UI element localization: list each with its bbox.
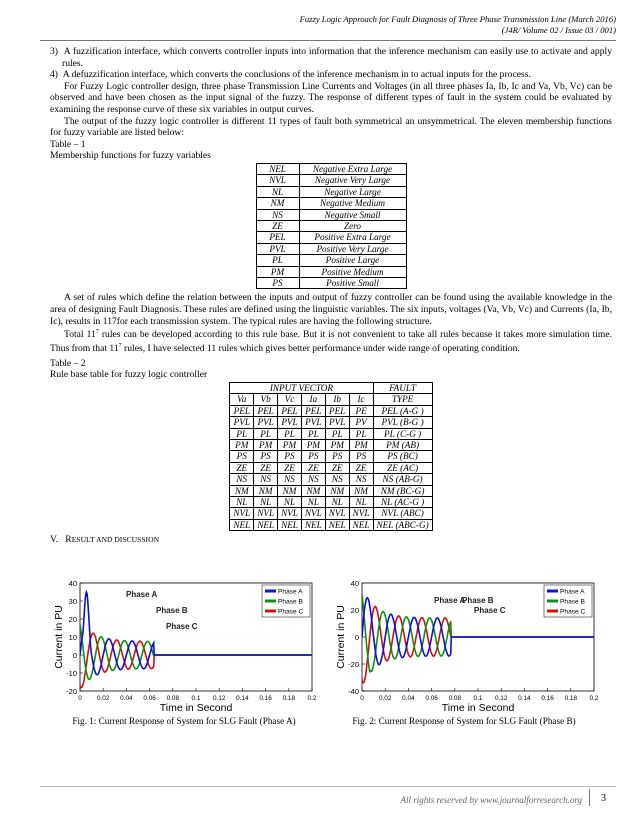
section-heading: V. RESULT AND DISCUSSION <box>50 534 160 546</box>
table2-cell: PEL <box>325 405 349 416</box>
list-item-3: 3) A fuzzification interface, which converts controller inputs into information that the inference mechanism can easily use to activate and apply rules. <box>50 46 612 69</box>
table-row <box>230 417 432 428</box>
membership-desc: Negative Medium <box>299 198 406 209</box>
table2-cell: PL <box>301 428 325 439</box>
table2-column-header: Vc <box>278 394 302 405</box>
table2-cell: NVL <box>325 508 349 519</box>
table2-cell: NEL <box>325 519 349 530</box>
table2-cell: PEL (A-G ) <box>373 405 432 416</box>
y-tick-label: 0 <box>72 651 77 660</box>
table-row <box>230 519 432 530</box>
x-tick-label: 0 <box>78 695 82 702</box>
table2-column-header: TYPE <box>373 394 432 405</box>
membership-desc: Positive Extra Large <box>299 232 406 243</box>
table2-group-output: FAULT <box>373 382 432 393</box>
membership-code: ZE <box>256 220 299 231</box>
table2-cell: PM <box>230 439 254 450</box>
table2-cell: NEL <box>230 519 254 530</box>
table2-cell: PEL <box>301 405 325 416</box>
x-tick-label: 0.14 <box>518 695 531 702</box>
table-row <box>230 451 432 462</box>
membership-code: NS <box>256 209 299 220</box>
table-row <box>230 497 432 508</box>
x-tick-label: 0.06 <box>143 695 156 702</box>
table2-cell: PM <box>278 439 302 450</box>
table2-cell: NM <box>349 485 373 496</box>
table2-cell: NS <box>278 474 302 485</box>
table2-cell: PS <box>325 451 349 462</box>
table2-cell: PM <box>254 439 278 450</box>
paragraph-rules: A set of rules which define the relation between the inputs and output of fuzzy controller can be found using the available knowledge in the area of designing Fault Diagnosis. These rules are defined using the linguistic variables. The six inputs, voltages (Va, Vb, Vc) and Currents (Ia, Ib, Ic), results in 117for each transmission system. The typical rules are having the following structure. <box>50 292 612 327</box>
table-row <box>230 462 432 473</box>
membership-code: PEL <box>256 232 299 243</box>
fig2-caption: Fig. 2: Current Response of System for SLG Fault (Phase B) <box>352 716 576 726</box>
table2-cell: NVL <box>230 508 254 519</box>
membership-code: NL <box>256 186 299 197</box>
membership-desc: Zero <box>299 220 406 231</box>
table-row <box>256 220 406 231</box>
table-row <box>230 508 432 519</box>
table2-cell: PM <box>301 439 325 450</box>
table-row <box>230 405 432 416</box>
table2-cell: NL <box>254 497 278 508</box>
table-row <box>230 428 432 439</box>
table2-cell: NS <box>325 474 349 485</box>
membership-desc: Positive Medium <box>299 266 406 277</box>
page-number: 3 <box>601 793 606 804</box>
y-axis-label: Current in PU <box>335 605 347 669</box>
table2-cell: PVL <box>325 417 349 428</box>
table2-cell: NL <box>325 497 349 508</box>
x-tick-label: 0.16 <box>259 695 272 702</box>
annotation-label: Phase A <box>126 590 158 599</box>
x-tick-label: 0.18 <box>564 695 578 702</box>
x-tick-label: 0.02 <box>378 695 392 702</box>
x-tick-label: 0.04 <box>402 695 415 702</box>
table2-cell: ZE <box>325 462 349 473</box>
x-tick-label: 0.16 <box>541 695 554 702</box>
footer-rights: All rights reserved by www.journalforresearch.org <box>400 795 582 805</box>
table1-caption: Membership functions for fuzzy variables <box>50 150 211 162</box>
table2-group-input: INPUT VECTOR <box>230 382 373 393</box>
table2-cell: PS <box>349 451 373 462</box>
y-axis-label: Current in PU <box>53 605 65 669</box>
footer-divider <box>589 789 590 806</box>
legend-entry: Phase B <box>278 598 303 606</box>
table2-cell: NVL <box>349 508 373 519</box>
membership-code: PS <box>256 278 299 289</box>
table2-cell: NL (AC-G ) <box>373 497 432 508</box>
figures <box>52 577 612 737</box>
table2-cell: NL <box>278 497 302 508</box>
table2-cell: ZE <box>301 462 325 473</box>
table2-cell: NS <box>254 474 278 485</box>
table2-cell: PS <box>278 451 302 462</box>
table2-cell: NS (AB-G) <box>373 474 432 485</box>
y-tick-label: 20 <box>350 606 359 615</box>
membership-desc: Positive Very Large <box>299 243 406 254</box>
membership-desc: Negative Very Large <box>299 175 406 186</box>
table2-cell: NS <box>230 474 254 485</box>
table2-column-header: Ia <box>301 394 325 405</box>
table-row <box>256 266 406 277</box>
table2-cell: NM (BC-G) <box>373 485 432 496</box>
x-tick-label: 0.08 <box>448 695 462 702</box>
table2-cell: PVL <box>230 417 254 428</box>
membership-code: NM <box>256 198 299 209</box>
table2-cell: NL <box>349 497 373 508</box>
paragraph-total-rules: Total $11^7$ rules can be developed according to this rule base. But it is not convenient to take all rules because it takes more simulation time. Thus from that $11^7$ rules, I have selected 11 rules which gives better performance under wide range of operating condition. <box>50 329 612 355</box>
annotation-label: Phase C <box>166 622 198 631</box>
table2-cell: NL <box>230 497 254 508</box>
main-content <box>50 46 612 546</box>
table2-cell: NVL (ABC) <box>373 508 432 519</box>
rule-base-table <box>229 382 432 531</box>
table2-cell: NM <box>301 485 325 496</box>
table2-cell: ZE (AC) <box>373 462 432 473</box>
table-row <box>256 175 406 186</box>
table2-label: Table – 2 <box>50 357 86 369</box>
fig2-chart <box>334 577 602 720</box>
x-tick-label: 0.18 <box>282 695 296 702</box>
table2-cell: PM (AB) <box>373 439 432 450</box>
y-tick-label: 40 <box>350 579 359 588</box>
table2-cell: PL <box>230 428 254 439</box>
table2-cell: NM <box>230 485 254 496</box>
x-tick-label: 0.1 <box>191 695 201 702</box>
table2-cell: NM <box>325 485 349 496</box>
membership-code: NEL <box>256 163 299 174</box>
table2-cell: PVL <box>301 417 325 428</box>
table2-cell: PM <box>325 439 349 450</box>
table2-cell: NL <box>301 497 325 508</box>
y-tick-label: 20 <box>68 615 77 624</box>
table2-column-header: Ic <box>349 394 373 405</box>
header-title: Fuzzy Logic Approach for Fault Diagnosis of Three Phase Transmission Line (March 2016) <box>299 14 616 24</box>
membership-desc: Negative Extra Large <box>299 163 406 174</box>
fig1-chart-box <box>52 577 320 720</box>
membership-code: PL <box>256 255 299 266</box>
membership-code: PVL <box>256 243 299 254</box>
table2-cell: PL <box>349 428 373 439</box>
legend-entry: Phase A <box>560 588 585 596</box>
table2-cell: NEL <box>301 519 325 530</box>
footer-rule <box>40 786 616 787</box>
table-row <box>256 186 406 197</box>
list-item-4: 4) A defuzzification interface, which converts the conclusions of the inference mechanism in to actual inputs for the process. <box>50 69 531 81</box>
table2-cell: PS <box>230 451 254 462</box>
table2-cell: PEL <box>254 405 278 416</box>
table2-cell: PEL <box>278 405 302 416</box>
table2-cell: PL <box>254 428 278 439</box>
table-row <box>230 474 432 485</box>
table2-cell: NVL <box>301 508 325 519</box>
annotation-label: Phase A <box>434 596 466 605</box>
table2-cell: NVL <box>254 508 278 519</box>
table-row <box>256 209 406 220</box>
x-tick-label: 0.14 <box>236 695 249 702</box>
table-row <box>256 255 406 266</box>
table2-cell: PL (C-G ) <box>373 428 432 439</box>
legend-entry: Phase C <box>278 608 304 616</box>
table-row <box>230 485 432 496</box>
footer-site-link[interactable]: www.journalforresearch.org <box>480 795 582 805</box>
x-tick-label: 0.06 <box>425 695 438 702</box>
table2-cell: NEL <box>278 519 302 530</box>
table2-cell: ZE <box>349 462 373 473</box>
table2-cell: PL <box>278 428 302 439</box>
y-tick-label: 30 <box>68 597 77 606</box>
table-row <box>230 439 432 450</box>
y-tick-label: 0 <box>354 633 359 642</box>
table-row <box>256 278 406 289</box>
membership-code: NVL <box>256 175 299 186</box>
header-rule <box>40 40 616 41</box>
table-row <box>256 198 406 209</box>
x-tick-label: 0.04 <box>120 695 133 702</box>
annotation-label: Phase C <box>474 606 506 615</box>
table2-cell: NEL (ABC-G) <box>373 519 432 530</box>
table2-cell: PV <box>349 417 373 428</box>
page-header <box>300 14 616 36</box>
table2-cell: NEL <box>349 519 373 530</box>
x-axis-label: Time in Second <box>159 702 233 714</box>
table2-cell: NS <box>349 474 373 485</box>
table2-column-header: Vb <box>254 394 278 405</box>
x-tick-label: 0.12 <box>212 695 226 702</box>
table2-cell: PVL <box>254 417 278 428</box>
membership-table <box>256 163 407 289</box>
x-tick-label: 0.2 <box>307 695 317 702</box>
fig1-caption: Fig. 1: Current Response of System for SLG Fault (Phase A) <box>72 716 296 726</box>
header-ref: (J4R/ Volume 02 / Issue 03 / 001) <box>501 25 616 35</box>
x-axis-label: Time in Second <box>441 702 515 714</box>
x-tick-label: 0.2 <box>589 695 599 702</box>
paragraph-inputs: For Fuzzy Logic controller design, three phase Transmission Line Currents and Voltages (in all three phases Ia, Ib, Ic and Va, Vb, Vc) can be observed and have been chosen as the input signal of the fuzzy. The response of different types of fault in the system could be evaluated by examining the response curve of these six variables in output curves. <box>50 80 612 115</box>
y-tick-label: -20 <box>66 687 77 696</box>
x-tick-label: 0 <box>360 695 364 702</box>
table2-cell: NS <box>301 474 325 485</box>
y-tick-label: -40 <box>348 687 359 696</box>
table2-cell: NM <box>278 485 302 496</box>
x-tick-label: 0.08 <box>166 695 180 702</box>
table2-cell: ZE <box>278 462 302 473</box>
table-row <box>256 232 406 243</box>
table2-cell: PVL <box>278 417 302 428</box>
table2-column-header: Va <box>230 394 254 405</box>
x-tick-label: 0.02 <box>96 695 110 702</box>
membership-desc: Positive Small <box>299 278 406 289</box>
table2-cell: PM <box>349 439 373 450</box>
table2-cell: NEL <box>254 519 278 530</box>
y-tick-label: -10 <box>66 669 77 678</box>
table2-cell: PVL (B-G ) <box>373 417 432 428</box>
table2-cell: NVL <box>278 508 302 519</box>
paragraph-outputs: The output of the fuzzy logic controller is different 11 types of fault both symmetrical an unsymmetrical. The eleven membership functions for fuzzy variable are listed below: <box>50 115 612 139</box>
membership-desc: Negative Large <box>299 186 406 197</box>
legend-entry: Phase C <box>560 608 586 616</box>
table2-cell: PS <box>254 451 278 462</box>
table2-cell: PL <box>325 428 349 439</box>
table2-caption: Rule base table for fuzzy logic controller <box>50 369 208 381</box>
table-row <box>256 243 406 254</box>
y-tick-label: -20 <box>348 660 359 669</box>
y-tick-label: 40 <box>68 579 77 588</box>
table2-cell: ZE <box>230 462 254 473</box>
legend-entry: Phase B <box>560 598 585 606</box>
table2-cell: ZE <box>254 462 278 473</box>
fig1-chart <box>52 577 320 720</box>
fig2-chart-box <box>334 577 602 720</box>
x-tick-label: 0.1 <box>473 695 483 702</box>
membership-code: PM <box>256 266 299 277</box>
table1-label: Table – 1 <box>50 138 86 150</box>
annotation-label: Phase B <box>156 606 188 615</box>
table2-cell: PS (BC) <box>373 451 432 462</box>
legend-entry: Phase A <box>278 588 303 596</box>
annotation-label: Phase B <box>462 596 494 605</box>
x-tick-label: 0.12 <box>494 695 508 702</box>
table2-cell: PEL <box>230 405 254 416</box>
membership-desc: Negative Small <box>299 209 406 220</box>
y-tick-label: 10 <box>68 633 77 642</box>
table2-column-header: Ib <box>325 394 349 405</box>
table2-cell: PS <box>301 451 325 462</box>
table2-cell: NM <box>254 485 278 496</box>
membership-desc: Positive Large <box>299 255 406 266</box>
table-row <box>256 163 406 174</box>
table2-cell: PE <box>349 405 373 416</box>
